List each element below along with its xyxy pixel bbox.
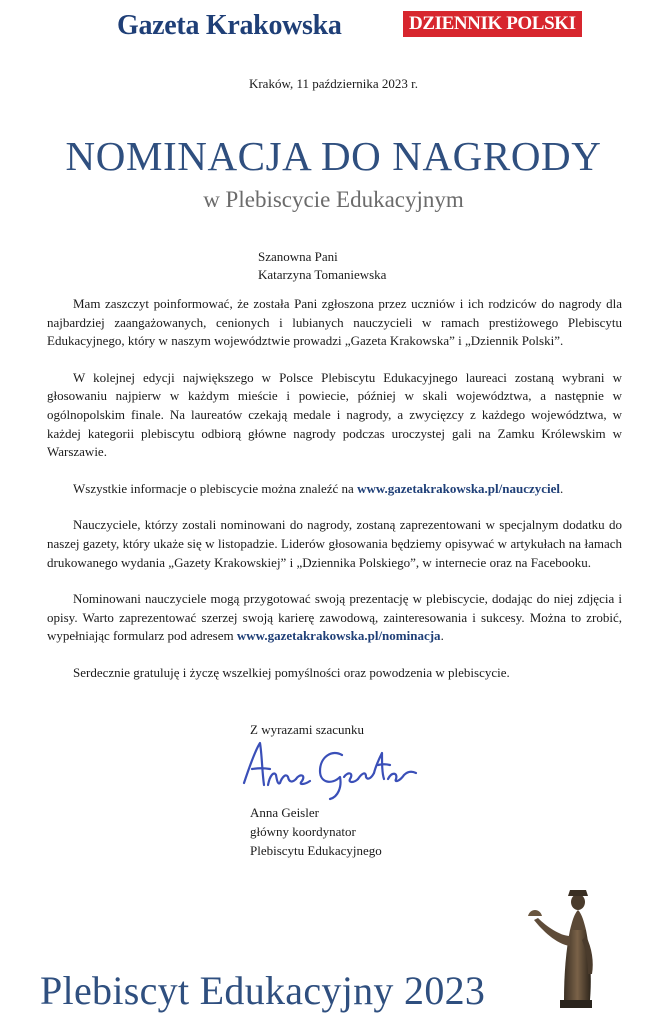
nauczyciel-link[interactable]: www.gazetakrakowska.pl/nauczyciel — [357, 480, 561, 496]
paragraph-5-text: Nominowani nauczyciele mogą przygotować swoją prezentację w plebiscycie, dodając do niej zdjęcia i opisy. Warto zaprezentować szerzej swoją karierę zawodową, zainteresowania i sukcesy. Można to zrobić, wypełniając formularz pod adresem — [47, 591, 622, 644]
gazeta-krakowska-logo[interactable]: Gazeta Krakowska — [117, 10, 342, 41]
paragraph-3-text: Wszystkie informacje o plebiscycie można znaleźć na — [73, 480, 358, 496]
closing-line: Z wyrazami szacunku — [250, 722, 365, 737]
letter-subtitle: w Plebiscycie Edukacyjnym — [203, 187, 464, 212]
letter-date: Kraków, 11 października 2023 r. — [248, 76, 419, 91]
paragraph-2: W kolejnej edycji największego w Polsce Plebiscytu Edukacyjnego laureaci zostaną wybrani w głosowaniu najpierw w każdym mieście i powiecie, później w skali województwa, a następnie w ogólnopolskim finale. Na laureatów czekają medale i nagrody, a zwycięzcy z każdego województwa, w każdej kategorii plebiscytu odbiorą główne nagrody podczas uroczystej gali na Zamku Królewskim w Warszawie. — [47, 369, 622, 460]
paragraph-4: Nauczyciele, którzy zostali nominowani do nagrody, zostaną zaprezentowani w specjalnym dodatku do naszej gazety, który ukaże się w listopadzie. Liderów głosowania będziemy opisywać w artykułach na łamach drukowanego wydania „Gazety Krakowskiej” i „Dziennika Polskiego”, w internecie oraz na Facebooku. — [47, 517, 622, 570]
header-logos — [0, 10, 667, 42]
footer-title: Plebiscyt Edukacyjny 2023 — [40, 968, 486, 1013]
paragraph-3 — [47, 480, 622, 499]
dziennik-polski-logo[interactable]: DZIENNIK POLSKI — [403, 11, 582, 37]
signer-block — [250, 803, 382, 860]
paragraph-1: Mam zaszczyt poinformować, że została Pani zgłoszona przez uczniów i ich rodziców do nagrody dla najbardziej zaangażowanych, cenionych i lubianych nauczycieli w ramach prestiżowego Plebiscytu Edukacyjnego, który w naszym województwie prowadzi „Gazeta Krakowska” i „Dziennik Polski”. — [47, 296, 622, 349]
paragraph-5 — [47, 590, 622, 646]
recipient-name: Katarzyna Tomaniewska — [258, 267, 387, 282]
paragraph-6: Serdecznie gratuluję i życzę wszelkiej pomyślności oraz powodzenia w plebiscycie. — [73, 664, 510, 680]
salutation-greeting: Szanowna Pani — [258, 249, 338, 264]
statue-icon — [520, 878, 610, 1013]
nominacja-link[interactable]: www.gazetakrakowska.pl/nominacja — [236, 628, 441, 644]
signer-name: Anna Geisler — [250, 805, 319, 820]
paragraph-5-end: . — [440, 628, 444, 644]
signature-icon — [232, 735, 422, 805]
paragraph-3-end: . — [560, 480, 564, 496]
signer-role: główny koordynator — [250, 824, 356, 839]
signer-org: Plebiscytu Edukacyjnego — [250, 843, 382, 858]
salutation — [258, 248, 386, 284]
letter-body — [47, 295, 622, 701]
letter-title: NOMINACJA DO NAGRODY — [65, 133, 602, 179]
